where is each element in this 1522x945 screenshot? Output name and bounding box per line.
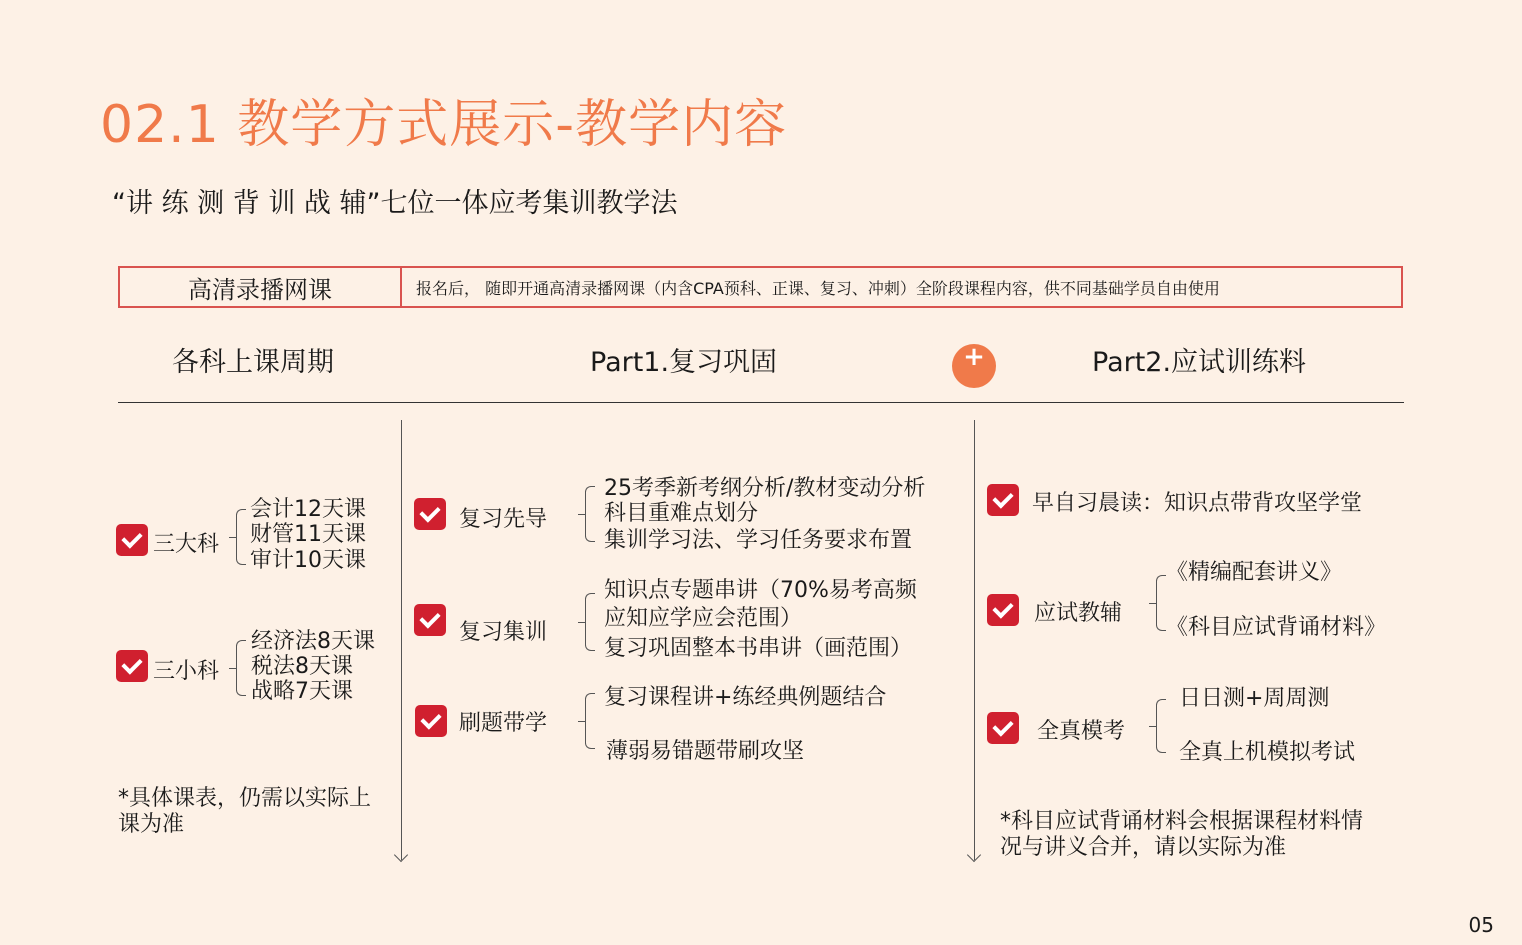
checkbox-checked-icon (987, 484, 1019, 516)
brace-icon (236, 640, 246, 696)
list-item: 日日测+周周测 (1179, 686, 1330, 711)
brace-icon (585, 693, 595, 749)
checkbox-checked-icon (414, 498, 446, 530)
timeline-line-part2 (974, 420, 975, 860)
list-item: 科目重难点划分 (604, 501, 759, 526)
list-item: 经济法8天课 (251, 629, 375, 654)
part1-group-label: 复习集训 (459, 620, 548, 645)
list-item: 《精编配套讲义》 (1166, 560, 1343, 585)
online-course-desc: 报名后， 随即开通高清录播网课（内含CPA预科、正课、复习、冲刺）全阶段课程内容，供不同基础学员自由使用 (416, 278, 1220, 298)
list-item: 《科目应试背诵材料》 (1166, 615, 1387, 640)
part2-group-label: 全真模考 (1037, 719, 1126, 744)
part2-note: *科目应试背诵材料会根据课程材料情况与讲义合并，请以实际为准 (1000, 809, 1364, 860)
checkbox-checked-icon (116, 524, 148, 556)
checkbox-checked-icon (415, 705, 447, 737)
schedule-small-label: 三小科 (153, 659, 220, 684)
part2-group-label: 应试教辅 (1034, 601, 1123, 626)
checkbox-checked-icon (414, 604, 446, 636)
schedule-big-label: 三大科 (153, 532, 220, 557)
brace-icon (236, 509, 246, 565)
timeline-line-part1 (401, 420, 402, 860)
list-item: 复习巩固整本书串讲（画范围） (604, 636, 913, 661)
list-item: 财管11天课 (250, 522, 366, 547)
brace-icon (1156, 699, 1166, 753)
page-title: 02.1 教学方式展示-教学内容 (100, 95, 788, 155)
header-schedule: 各科上课周期 (172, 347, 334, 378)
list-item: 复习课程讲+练经典例题结合 (604, 685, 887, 710)
header-part1: Part1.复习巩固 (590, 347, 778, 378)
list-item: 25考季新考纲分析/教材变动分析 (604, 476, 926, 501)
brace-icon (585, 486, 595, 542)
list-item: 会计12天课 (250, 497, 366, 522)
header-part2: Part2.应试训练料 (1092, 347, 1307, 378)
checkbox-checked-icon (987, 594, 1019, 626)
list-item: 税法8天课 (251, 654, 353, 679)
page-number: 05 (1468, 913, 1494, 937)
list-item: 应知应学应会范围） (604, 606, 803, 631)
part1-group-label: 刷题带学 (459, 711, 548, 736)
online-course-label: 高清录播网课 (120, 268, 402, 306)
schedule-note: *具体课表，仍需以实际上课为准 (118, 786, 372, 837)
list-item: 审计10天课 (250, 548, 366, 573)
header-divider (118, 402, 1404, 403)
brace-icon (1156, 575, 1166, 631)
checkbox-checked-icon (116, 650, 148, 682)
part1-group-label: 复习先导 (459, 507, 548, 532)
brace-icon (585, 593, 595, 651)
page-subtitle: “讲 练 测 背 训 战 辅”七位一体应考集训教学法 (112, 188, 678, 219)
arrow-down-icon (967, 848, 981, 862)
online-course-box (118, 266, 1403, 308)
list-item: 集训学习法、学习任务要求布置 (604, 528, 913, 553)
part2-morning-reading: 早自习晨读：知识点带背攻坚学堂 (1032, 491, 1363, 516)
checkbox-checked-icon (987, 712, 1019, 744)
list-item: 知识点专题串讲（70%易考高频 (604, 578, 917, 603)
list-item: 薄弱易错题带刷攻坚 (606, 739, 805, 764)
plus-icon: + (952, 344, 996, 388)
arrow-down-icon (394, 848, 408, 862)
list-item: 战略7天课 (251, 679, 353, 704)
list-item: 全真上机模拟考试 (1179, 740, 1356, 765)
